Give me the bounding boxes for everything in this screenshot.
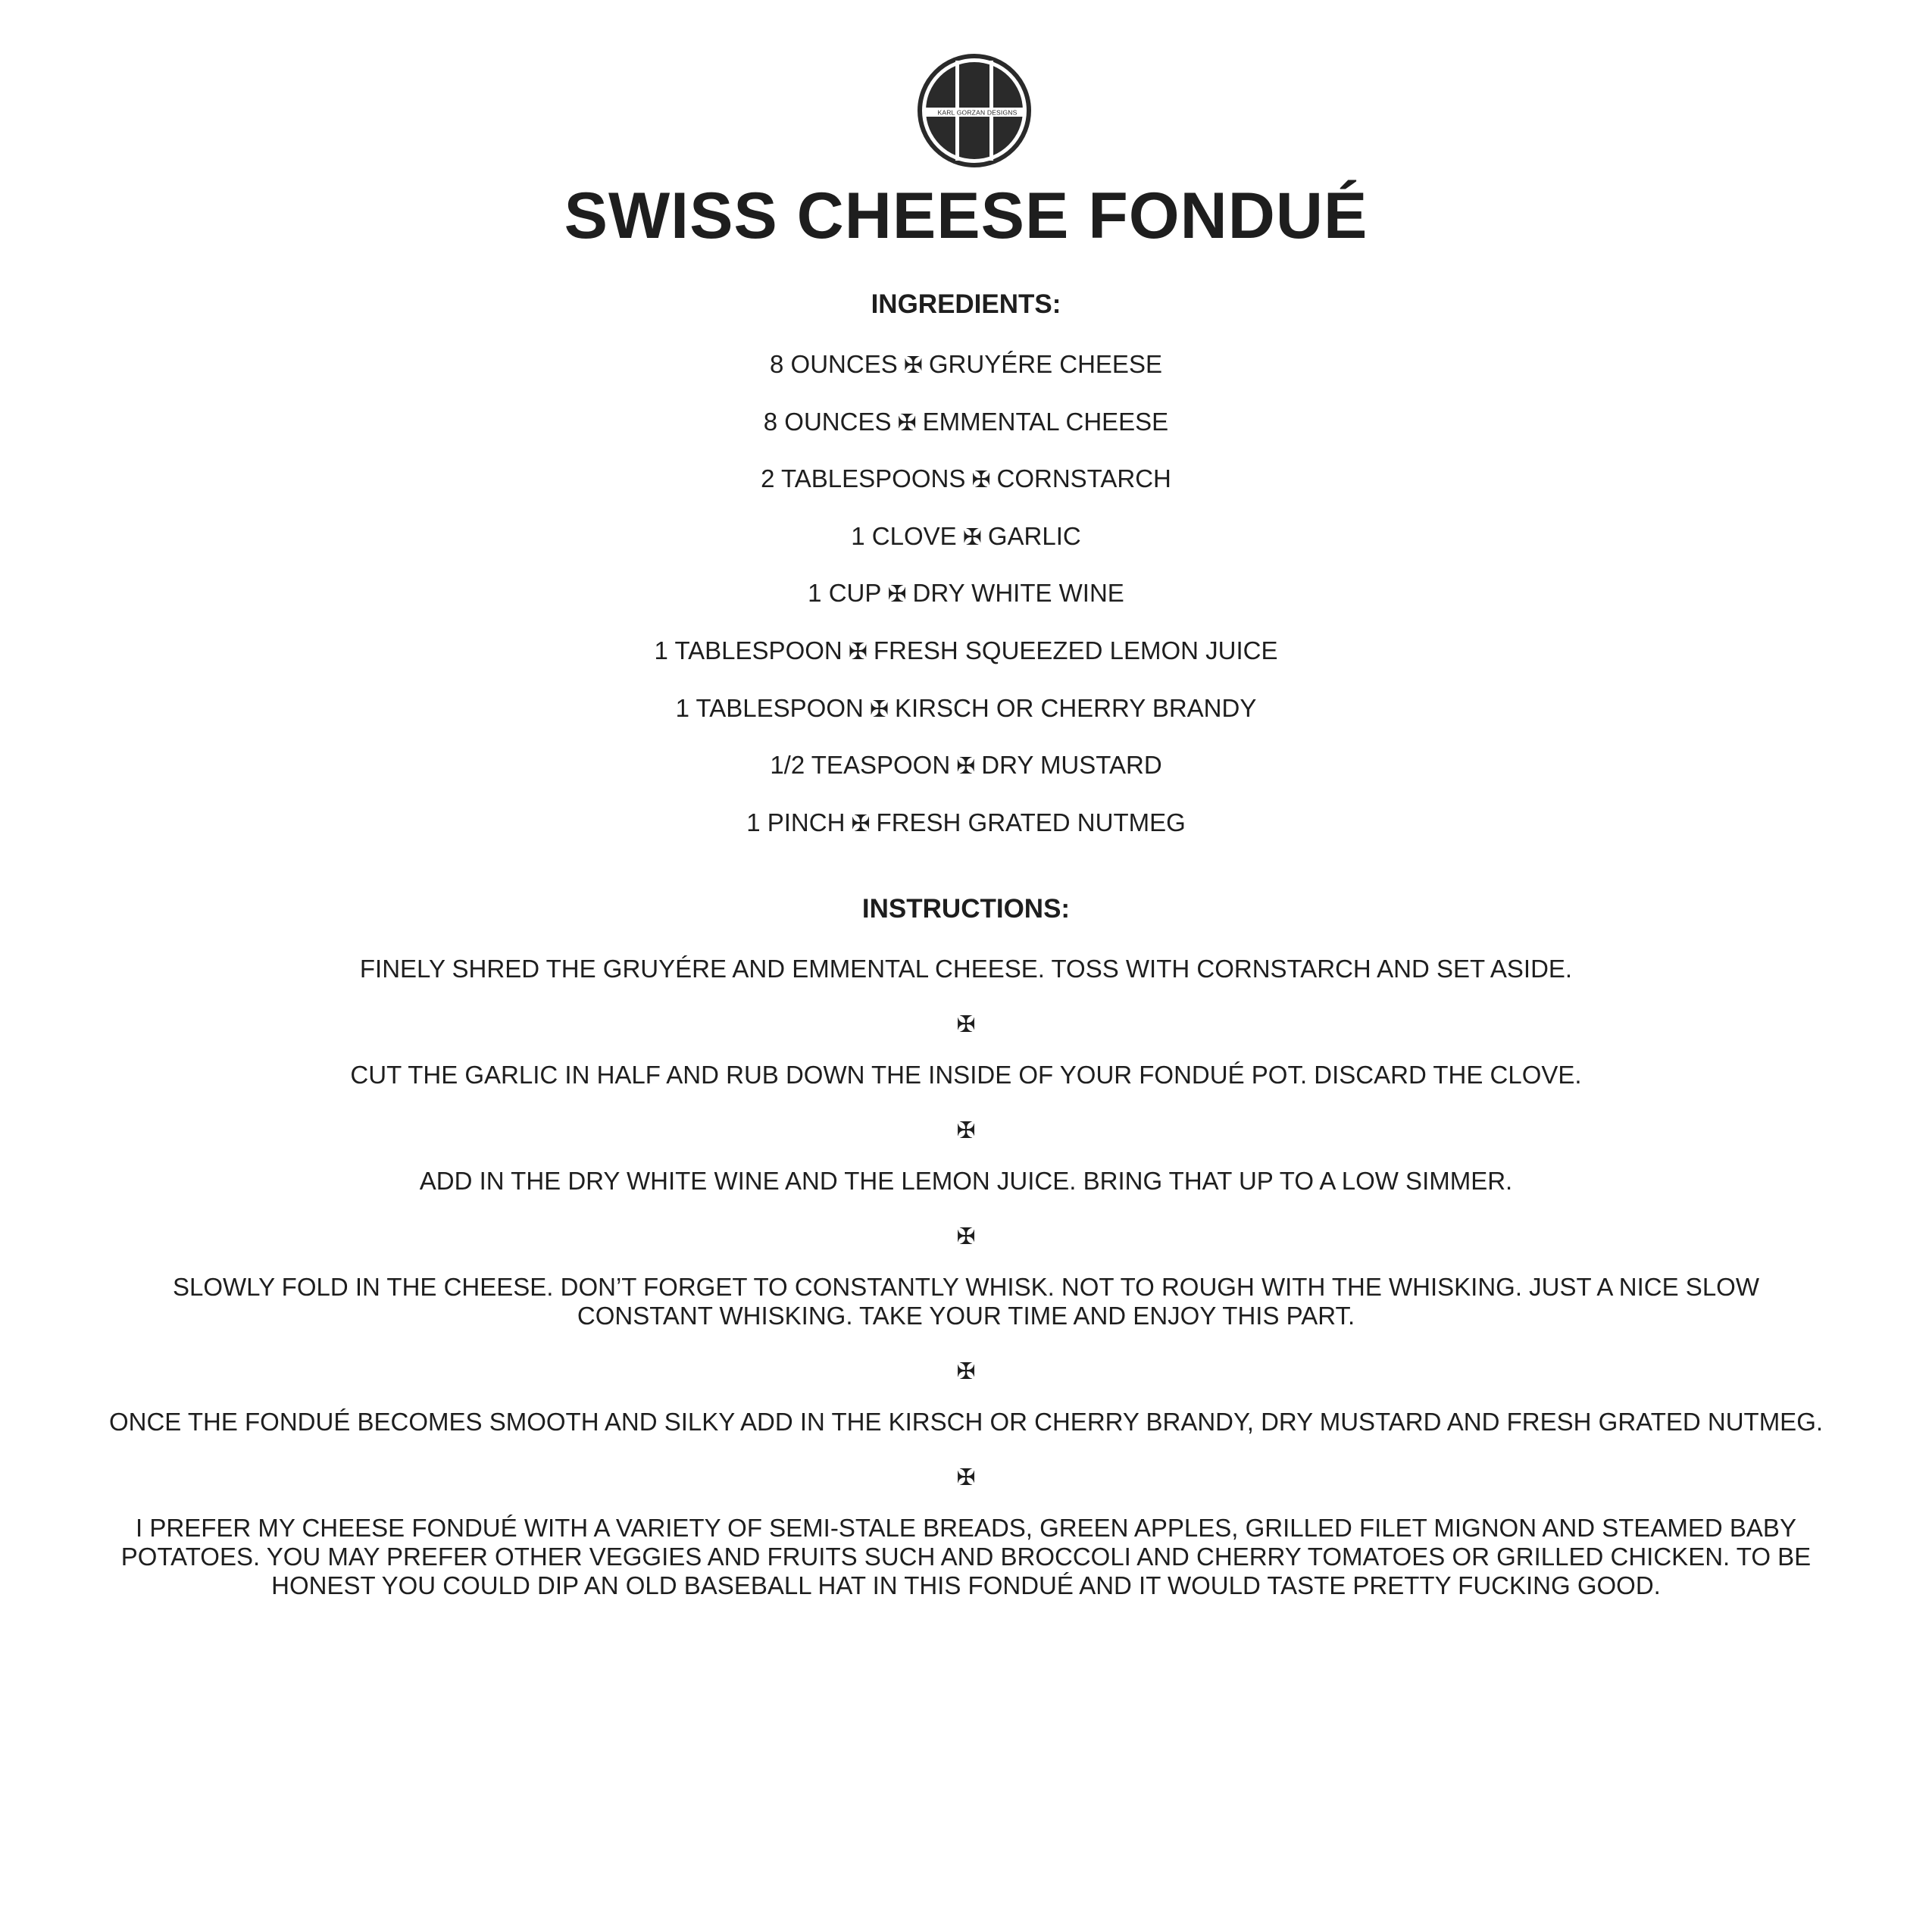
separator-cross-icon: ✠ bbox=[887, 581, 907, 608]
separator-cross-icon: ✠ bbox=[956, 1011, 976, 1038]
ingredient-item: 8 OUNCES ✠ EMMENTAL CHEESE bbox=[763, 407, 1169, 436]
ingredient-item: 1 TABLESPOON ✠ KIRSCH OR CHERRY BRANDY bbox=[675, 693, 1257, 723]
ingredient-item: 8 OUNCES ✠ GRUYÉRE CHEESE bbox=[770, 350, 1162, 379]
page-title: SWISS CHEESE FONDUÉ bbox=[564, 180, 1368, 252]
instruction-step: CUT THE GARLIC IN HALF AND RUB DOWN THE INSIDE OF YOUR FONDUÉ POT. DISCARD THE CLOVE. bbox=[350, 1061, 1582, 1089]
ingredients-heading: INGREDIENTS: bbox=[871, 289, 1061, 319]
separator-cross-icon: ✠ bbox=[956, 1118, 976, 1144]
ingredient-item: 1/2 TEASPOON ✠ DRY MUSTARD bbox=[770, 751, 1162, 780]
ingredient-item: 1 PINCH ✠ FRESH GRATED NUTMEG bbox=[746, 808, 1186, 837]
separator-cross-icon: ✠ bbox=[956, 753, 976, 780]
separator-cross-icon: ✠ bbox=[956, 1224, 976, 1250]
instructions-heading: INSTRUCTIONS: bbox=[861, 894, 1071, 924]
logo-wordmark: KARL GORZAN DESIGNS bbox=[937, 108, 1018, 117]
instruction-step: ADD IN THE DRY WHITE WINE AND THE LEMON JUICE. BRING THAT UP TO A LOW SIMMER. bbox=[419, 1167, 1513, 1195]
ingredient-item: 1 TABLESPOON ✠ FRESH SQUEEZED LEMON JUICE bbox=[654, 636, 1278, 665]
separator-cross-icon: ✠ bbox=[848, 638, 868, 665]
separator-cross-icon: ✠ bbox=[851, 810, 871, 837]
ingredient-item: 1 CLOVE ✠ GARLIC bbox=[851, 521, 1081, 551]
separator-cross-icon: ✠ bbox=[971, 467, 991, 494]
ingredient-item: 2 TABLESPOONS ✠ CORNSTARCH bbox=[761, 464, 1171, 494]
instruction-step: I PREFER MY CHEESE FONDUÉ WITH A VARIETY OF SEMI-STALE BREADS, GREEN APPLES, GRILLED FILET MIGNON AND STEAMED BABY POTATOES. YOU MAY PREFER OTHER VEGGIES AND FRUITS SUCH AND BROCCOLI AND CHERRY TOMATOES OR GRILLED CHICKEN. TO BE HONEST YOU COULD DIP AN OLD BASEBALL HAT IN THIS FONDUÉ AND IT WOULD TASTE PRETTY FUCKING GOOD. bbox=[120, 1514, 1812, 1599]
separator-cross-icon: ✠ bbox=[903, 352, 923, 379]
brand-logo bbox=[917, 53, 1032, 168]
separator-cross-icon: ✠ bbox=[962, 524, 982, 551]
separator-cross-icon: ✠ bbox=[897, 409, 917, 436]
instruction-step: SLOWLY FOLD IN THE CHEESE. DON’T FORGET TO CONSTANTLY WHISK. NOT TO ROUGH WITH THE WHISKING. JUST A NICE SLOW CONSTANT WHISKING. TAKE YOUR TIME AND ENJOY THIS PART. bbox=[173, 1273, 1759, 1330]
instruction-step: ONCE THE FONDUÉ BECOMES SMOOTH AND SILKY ADD IN THE KIRSCH OR CHERRY BRANDY, DRY MUSTARD AND FRESH GRATED NUTMEG. bbox=[108, 1408, 1824, 1436]
ingredients-list bbox=[0, 349, 1932, 864]
separator-cross-icon: ✠ bbox=[956, 1358, 976, 1385]
separator-cross-icon: ✠ bbox=[956, 1465, 976, 1491]
circle-grid-logo-icon bbox=[917, 53, 1032, 168]
separator-cross-icon: ✠ bbox=[869, 696, 889, 723]
ingredient-item: 1 CUP ✠ DRY WHITE WINE bbox=[808, 579, 1124, 608]
instruction-step: FINELY SHRED THE GRUYÉRE AND EMMENTAL CHEESE. TOSS WITH CORNSTARCH AND SET ASIDE. bbox=[359, 955, 1573, 983]
